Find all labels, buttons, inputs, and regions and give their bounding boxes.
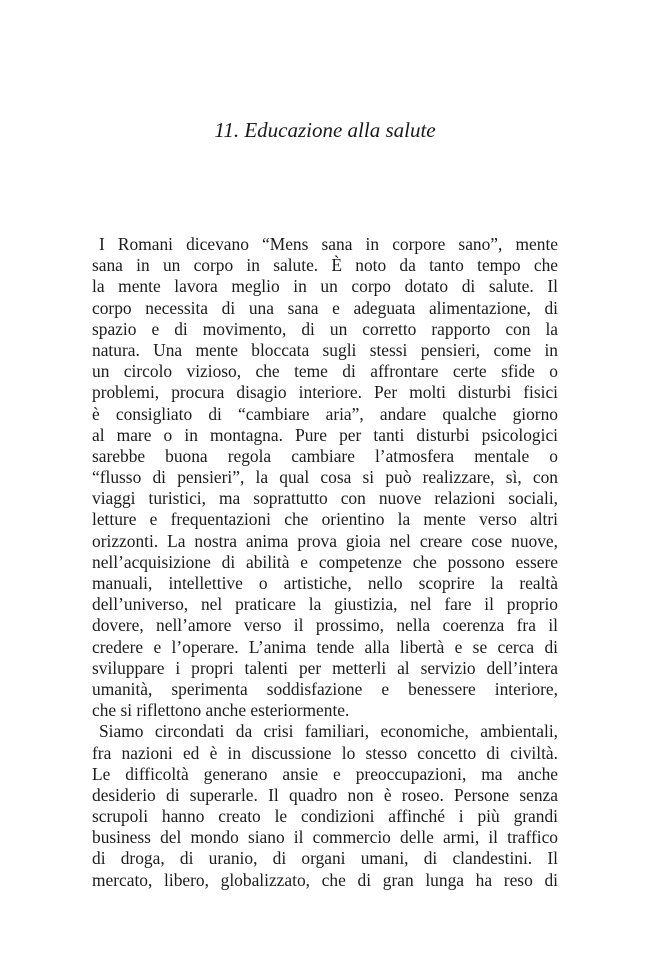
body-text [92,234,558,891]
text-line: letture e frequentazioni che orientino la mente verso altri [92,509,558,530]
text-line: è consigliato di “cambiare aria”, andare qualche giorno [92,403,558,424]
text-line: “flusso di pensieri”, la qual cosa si può realizzare, sì, con [92,467,558,488]
text-line: umanità, sperimenta soddisfazione e benessere interiore, [92,678,558,699]
text-line: che si riflettono anche esteriormente. [92,700,350,721]
text-line: al mare o in montagna. Pure per tanti disturbi psicologici [92,424,558,445]
text-line: natura. Una mente bloccata sugli stessi pensieri, come in [92,339,558,360]
text-line: spazio e di movimento, di un corretto rapporto con la [92,318,558,339]
text-line: sviluppare i propri talenti per metterli al servizio dell’intera [92,657,558,678]
text-line: Siamo circondati da crisi familiari, economiche, ambientali, [99,721,558,742]
text-line: orizzonti. La nostra anima prova gioia nel creare cose nuove, [92,530,558,551]
text-line: di droga, di uranio, di organi umani, di clandestini. Il [92,848,558,869]
text-line: Le difficoltà generano ansie e preoccupazioni, ma anche [92,763,558,784]
text-line: dell’universo, nel praticare la giustizia, nel fare il proprio [92,594,558,615]
text-line: desiderio di superarle. Il quadro non è roseo. Persone senza [92,784,558,805]
text-line: sana in un corpo in salute. È noto da tanto tempo che [92,255,558,276]
text-line: viaggi turistici, ma soprattutto con nuove relazioni sociali, [92,488,558,509]
text-line: business del mondo siano il commercio delle armi, il traffico [92,827,558,848]
text-line: dovere, nell’amore verso il prossimo, nella coerenza fra il [92,615,558,636]
text-line: la mente lavora meglio in un corpo dotato di salute. Il [92,276,558,297]
text-line: nell’acquisizione di abilità e competenze che possono essere [92,551,558,572]
text-line: un circolo vizioso, che teme di affrontare certe sfide o [92,361,558,382]
text-line: sarebbe buona regola cambiare l’atmosfera mentale o [92,445,558,466]
text-line: fra nazioni ed è in discussione lo stesso concetto di civiltà. [92,742,558,763]
text-line: scrupoli hanno creato le condizioni affinché i più grandi [92,806,558,827]
text-line: manuali, intellettive o artistiche, nello scoprire la realtà [92,573,558,593]
text-line: mercato, libero, globalizzato, che di gran lunga ha reso di [92,869,558,890]
chapter-title: 11. Educazione alla salute [214,118,436,142]
text-line: problemi, procura disagio interiore. Per molti disturbi fisici [92,382,558,403]
text-line: credere e l’operare. L’anima tende alla libertà e se cerca di [92,636,558,657]
text-line: corpo necessita di una sana e adeguata alimentazione, di [92,297,558,318]
text-line: I Romani dicevano “Mens sana in corpore sano”, mente [99,234,558,254]
